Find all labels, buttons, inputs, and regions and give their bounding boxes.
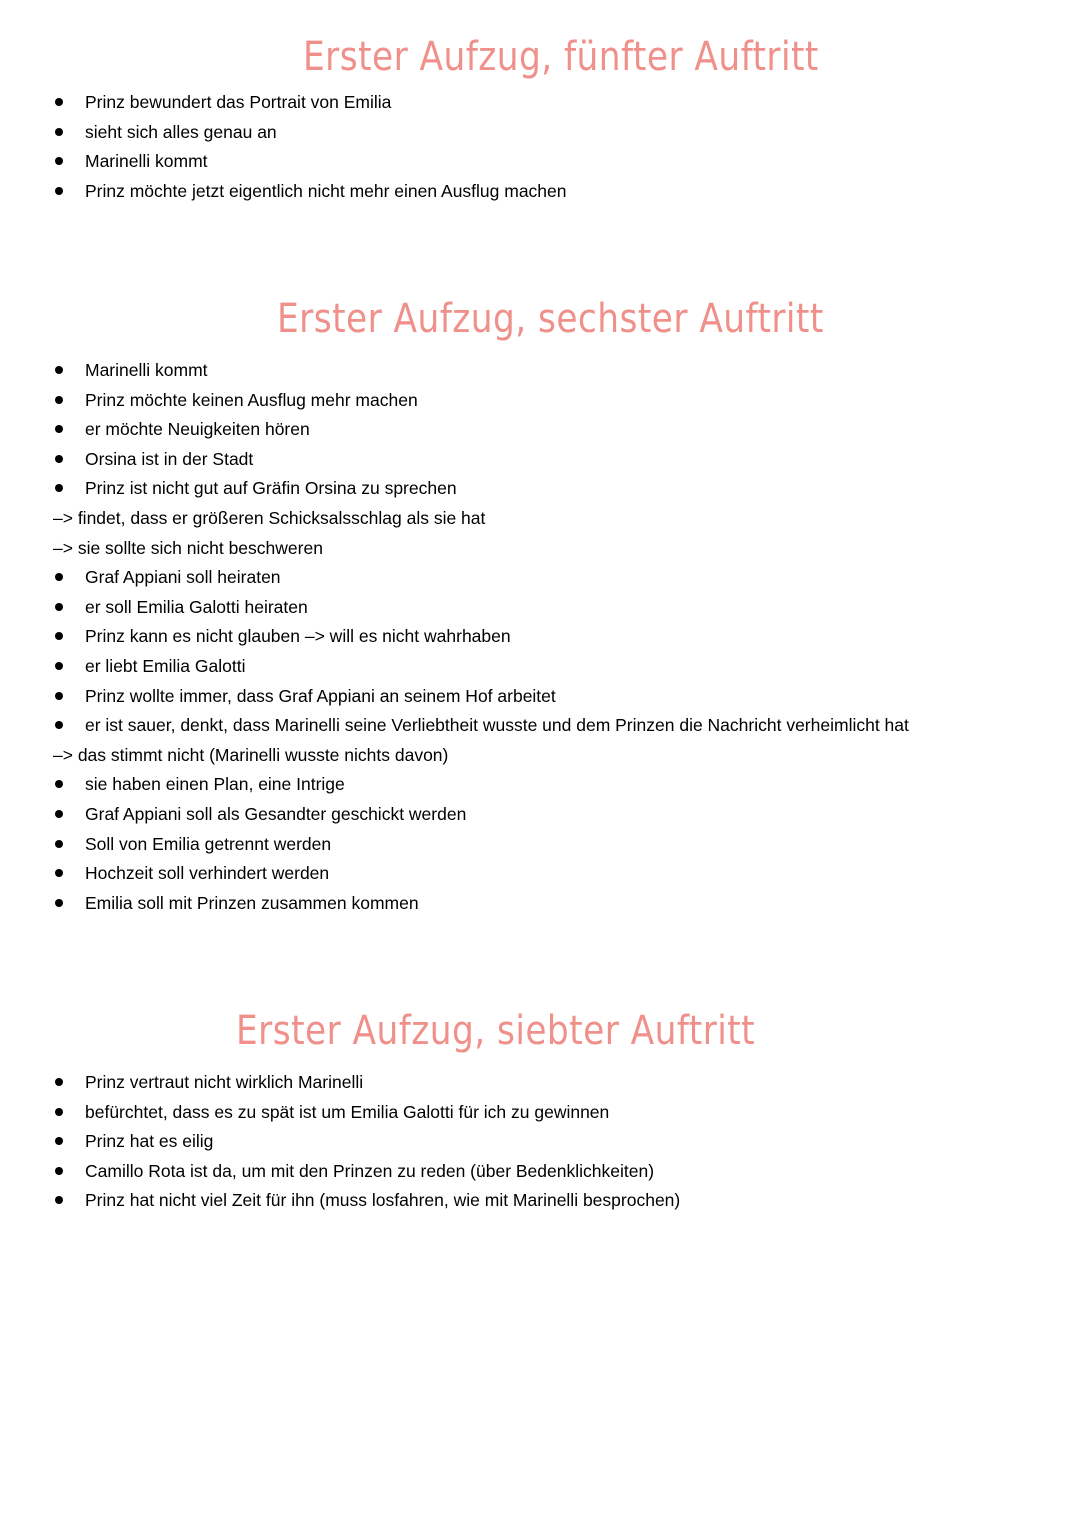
bullet-dot-icon bbox=[55, 573, 63, 581]
section-heading: Erster Aufzug, siebter Auftritt bbox=[236, 1008, 756, 1054]
list-item bbox=[0, 651, 1080, 681]
list-item-text: Marinelli kommt bbox=[85, 151, 208, 172]
list-item bbox=[0, 87, 1080, 117]
bullet-dot-icon bbox=[55, 869, 63, 877]
list-item bbox=[0, 385, 1080, 415]
list-item bbox=[0, 710, 1080, 740]
bullet-dot-icon bbox=[55, 632, 63, 640]
list-item bbox=[0, 444, 1080, 474]
list-item bbox=[0, 1126, 1080, 1156]
bullet-dot-icon bbox=[55, 1137, 63, 1145]
arrow-note bbox=[0, 740, 1080, 770]
bullet-dot-icon bbox=[55, 899, 63, 907]
bullet-dot-icon bbox=[55, 810, 63, 818]
list-item bbox=[0, 829, 1080, 859]
list-item bbox=[0, 592, 1080, 622]
bullet-dot-icon bbox=[55, 484, 63, 492]
list-item-text: Prinz hat es eilig bbox=[85, 1131, 214, 1152]
bullet-dot-icon bbox=[55, 187, 63, 195]
list-item-text: Prinz wollte immer, dass Graf Appiani an seinem Hof arbeitet bbox=[85, 685, 556, 706]
list-item bbox=[0, 621, 1080, 651]
section-heading: Erster Aufzug, sechster Auftritt bbox=[277, 296, 824, 342]
list-item bbox=[0, 117, 1080, 147]
list-item-text: er liebt Emilia Galotti bbox=[85, 656, 246, 676]
list-item-text: Marinelli kommt bbox=[85, 360, 208, 380]
bullet-dot-icon bbox=[55, 1108, 63, 1116]
section-heading: Erster Aufzug, fünfter Auftritt bbox=[303, 34, 819, 80]
list-item-text: er ist sauer, denkt, dass Marinelli seine Verliebtheit wusste und dem Prinzen die Nachricht verheimlicht hat bbox=[85, 715, 909, 736]
arrow-note-text: –> findet, dass er größeren Schicksalsschlag als sie hat bbox=[53, 508, 486, 528]
list-item-text: Graf Appiani soll heiraten bbox=[85, 567, 281, 588]
list-item bbox=[0, 473, 1080, 503]
bullet-dot-icon bbox=[55, 157, 63, 165]
list-item bbox=[0, 799, 1080, 829]
list-item-text: Prinz möchte jetzt eigentlich nicht mehr einen Ausflug machen bbox=[85, 180, 567, 201]
list-item-text: Soll von Emilia getrennt werden bbox=[85, 833, 332, 854]
bullet-dot-icon bbox=[55, 780, 63, 788]
bullet-dot-icon bbox=[55, 603, 63, 611]
list-item-text: er soll Emilia Galotti heiraten bbox=[85, 596, 308, 617]
list-item bbox=[0, 176, 1080, 206]
bullet-dot-icon bbox=[55, 455, 63, 463]
bullet-dot-icon bbox=[55, 1078, 63, 1086]
list-item-text: Camillo Rota ist da, um mit den Prinzen zu reden (über Bedenklichkeiten) bbox=[85, 1160, 655, 1181]
list-item bbox=[0, 414, 1080, 444]
list-item-text: Prinz möchte keinen Ausflug mehr machen bbox=[85, 389, 418, 410]
bullet-dot-icon bbox=[55, 98, 63, 106]
bullet-dot-icon bbox=[55, 396, 63, 404]
list-item-text: Emilia soll mit Prinzen zusammen kommen bbox=[85, 892, 419, 913]
list-item bbox=[0, 1097, 1080, 1127]
list-item bbox=[0, 1067, 1080, 1097]
list-item bbox=[0, 355, 1080, 385]
list-item-text: Orsina ist in der Stadt bbox=[85, 448, 254, 469]
list-item-text: Prinz ist nicht gut auf Gräfin Orsina zu sprechen bbox=[85, 478, 457, 499]
list-item-text: sie haben einen Plan, eine Intrige bbox=[85, 774, 345, 795]
list-item-text: Prinz vertraut nicht wirklich Marinelli bbox=[85, 1072, 364, 1092]
bullet-dot-icon bbox=[55, 1167, 63, 1175]
arrow-note bbox=[0, 503, 1080, 533]
arrow-note bbox=[0, 533, 1080, 563]
list-item-text: Prinz bewundert das Portrait von Emilia bbox=[85, 92, 392, 112]
bullet-dot-icon bbox=[55, 1196, 63, 1204]
bullet-dot-icon bbox=[55, 721, 63, 729]
list-item bbox=[0, 769, 1080, 799]
list-item bbox=[0, 888, 1080, 918]
list-item-text: befürchtet, dass es zu spät ist um Emilia Galotti für ich zu gewinnen bbox=[85, 1101, 610, 1122]
arrow-note-text: –> sie sollte sich nicht beschweren bbox=[53, 537, 323, 558]
bullet-dot-icon bbox=[55, 128, 63, 136]
list-item bbox=[0, 146, 1080, 176]
arrow-note-text: –> das stimmt nicht (Marinelli wusste nichts davon) bbox=[53, 744, 449, 765]
list-item-text: Prinz kann es nicht glauben –> will es nicht wahrhaben bbox=[85, 626, 511, 647]
bullet-dot-icon bbox=[55, 366, 63, 374]
list-item bbox=[0, 1185, 1080, 1215]
bullet-dot-icon bbox=[55, 662, 63, 670]
list-item-text: er möchte Neuigkeiten hören bbox=[85, 419, 310, 440]
list-item-text: sieht sich alles genau an bbox=[85, 121, 277, 142]
list-item-text: Prinz hat nicht viel Zeit für ihn (muss losfahren, wie mit Marinelli besprochen) bbox=[85, 1190, 681, 1211]
list-item-text: Hochzeit soll verhindert werden bbox=[85, 863, 330, 884]
list-item bbox=[0, 681, 1080, 711]
bullet-dot-icon bbox=[55, 692, 63, 700]
list-item bbox=[0, 562, 1080, 592]
list-item bbox=[0, 1156, 1080, 1186]
list-item-text: Graf Appiani soll als Gesandter geschickt werden bbox=[85, 804, 467, 824]
bullet-dot-icon bbox=[55, 840, 63, 848]
list-item bbox=[0, 858, 1080, 888]
bullet-dot-icon bbox=[55, 425, 63, 433]
